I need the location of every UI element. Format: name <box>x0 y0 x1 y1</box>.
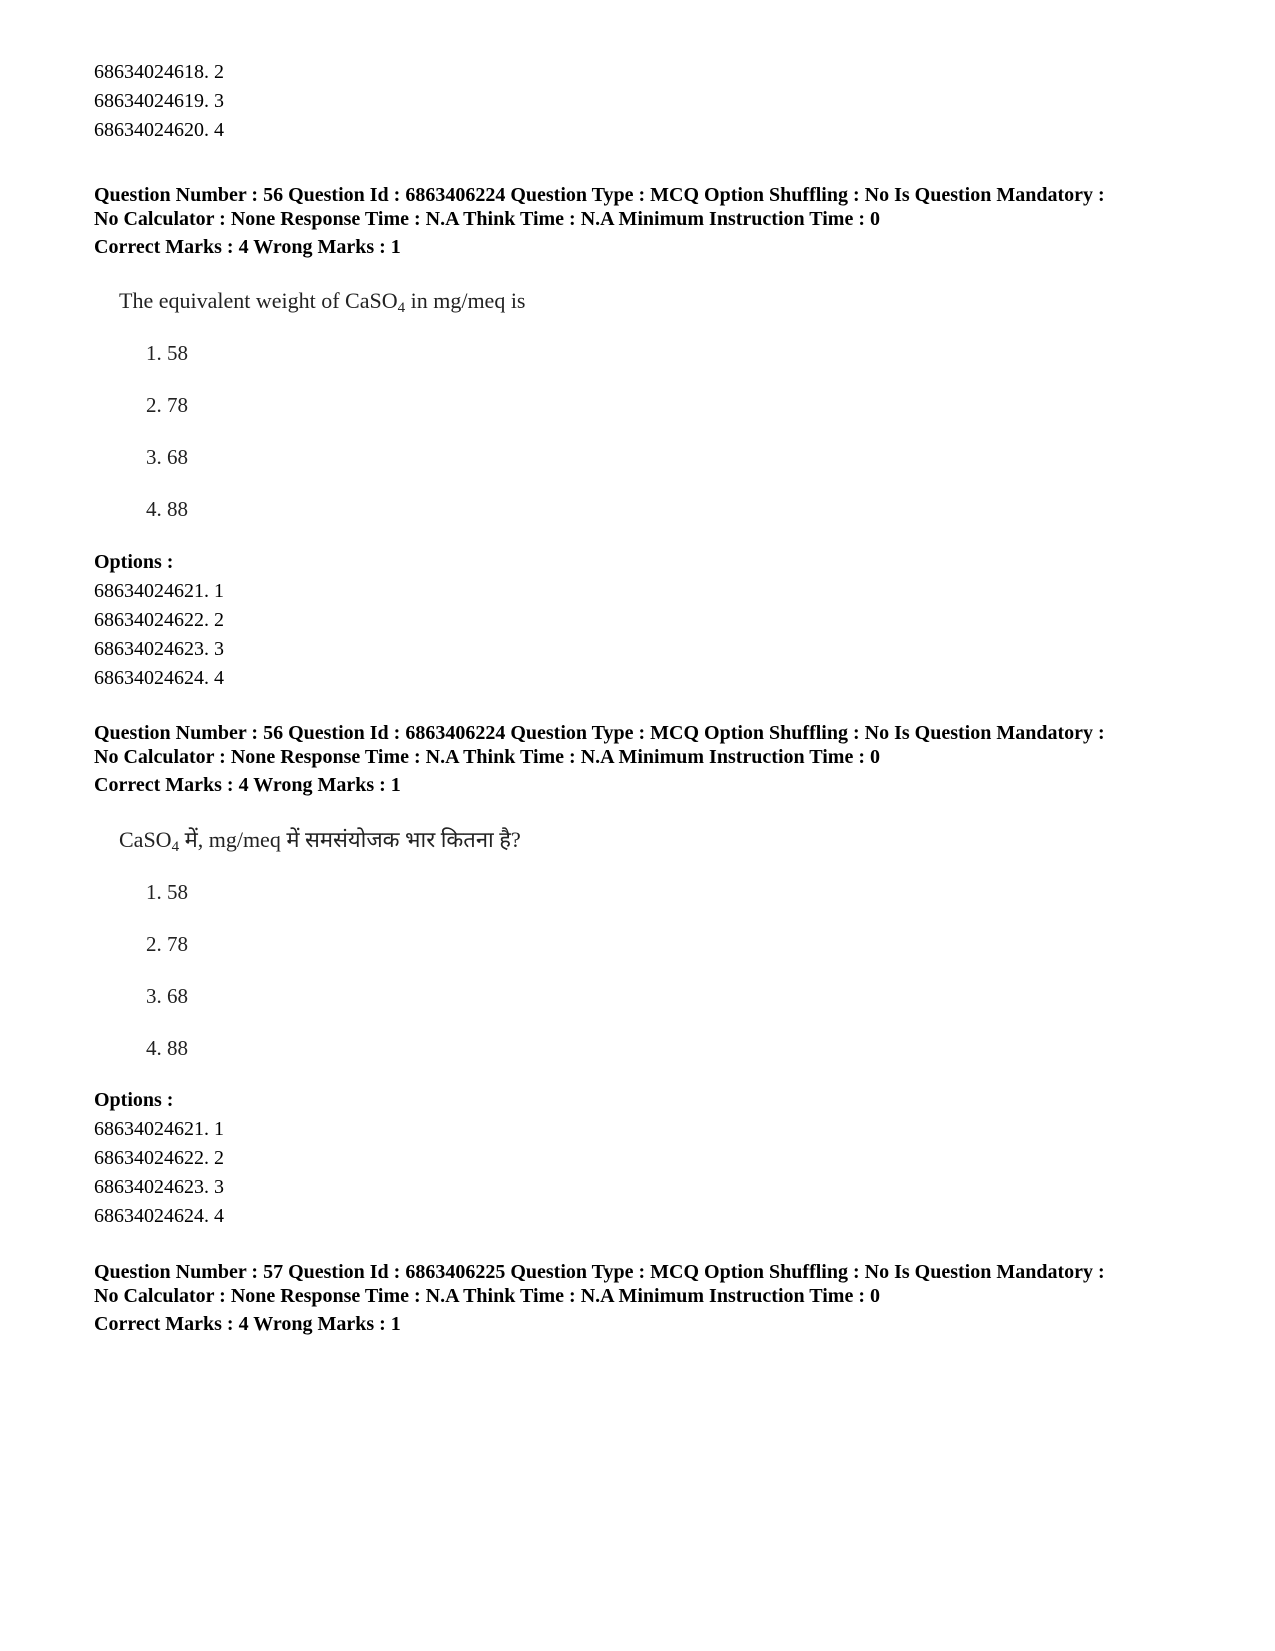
stem-text: in mg/meq is <box>405 288 526 313</box>
question-meta-1 <box>94 183 1194 262</box>
answer-choice: 3. 68 <box>146 984 188 1008</box>
stem-subscript: 4 <box>171 839 180 855</box>
option-line: 68634024621. 1 <box>94 580 224 602</box>
question-marks: Correct Marks : 4 Wrong Marks : 1 <box>94 1313 401 1335</box>
stem-text: में, mg/meq में समसंयोजक भार कितना है? <box>179 827 521 852</box>
question-meta-line: Question Number : 56 Question Id : 6863406224 Question Type : MCQ Option Shuffling : No Is Question Mandatory : <box>94 184 1105 206</box>
answer-choice: 4. 88 <box>146 1036 188 1060</box>
previous-options-list <box>94 58 224 145</box>
answer-choice: 2. 78 <box>146 393 188 417</box>
option-line: 68634024621. 1 <box>94 1118 224 1140</box>
question-meta-2 <box>94 721 1194 800</box>
option-line: 68634024623. 3 <box>94 1176 224 1198</box>
question-meta-line: No Calculator : None Response Time : N.A Think Time : N.A Minimum Instruction Time : 0 <box>94 1285 880 1307</box>
question-meta-line: No Calculator : None Response Time : N.A Think Time : N.A Minimum Instruction Time : 0 <box>94 208 880 230</box>
options-label: Options : <box>94 1089 174 1111</box>
options-list-2 <box>94 1086 224 1231</box>
question-meta-line: Question Number : 56 Question Id : 6863406224 Question Type : MCQ Option Shuffling : No Is Question Mandatory : <box>94 722 1105 744</box>
stem-text: The equivalent weight of CaSO <box>119 288 398 313</box>
question-stem <box>119 825 521 862</box>
answer-choice: 1. 58 <box>146 341 188 365</box>
option-line: 68634024622. 2 <box>94 1147 224 1169</box>
question-meta-3 <box>94 1260 1194 1339</box>
answer-choice: 2. 78 <box>146 932 188 956</box>
question-meta-line: Question Number : 57 Question Id : 6863406225 Question Type : MCQ Option Shuffling : No Is Question Mandatory : <box>94 1261 1105 1283</box>
option-line: 68634024622. 2 <box>94 609 224 631</box>
question-image-1 <box>119 286 526 521</box>
question-meta-line: No Calculator : None Response Time : N.A Think Time : N.A Minimum Instruction Time : 0 <box>94 746 880 768</box>
stem-text: CaSO <box>119 827 172 852</box>
question-marks: Correct Marks : 4 Wrong Marks : 1 <box>94 236 401 258</box>
options-list-1 <box>94 548 224 693</box>
option-line: 68634024619. 3 <box>94 90 224 112</box>
answer-choice: 4. 88 <box>146 497 188 521</box>
options-label: Options : <box>94 551 174 573</box>
question-image-2 <box>119 825 521 1060</box>
question-stem <box>119 286 526 323</box>
answer-choice: 3. 68 <box>146 445 188 469</box>
option-line: 68634024624. 4 <box>94 1205 224 1227</box>
answer-choice: 1. 58 <box>146 880 188 904</box>
question-marks: Correct Marks : 4 Wrong Marks : 1 <box>94 774 401 796</box>
stem-subscript: 4 <box>397 300 406 316</box>
option-line: 68634024623. 3 <box>94 638 224 660</box>
option-line: 68634024618. 2 <box>94 61 224 83</box>
option-line: 68634024620. 4 <box>94 119 224 141</box>
option-line: 68634024624. 4 <box>94 667 224 689</box>
